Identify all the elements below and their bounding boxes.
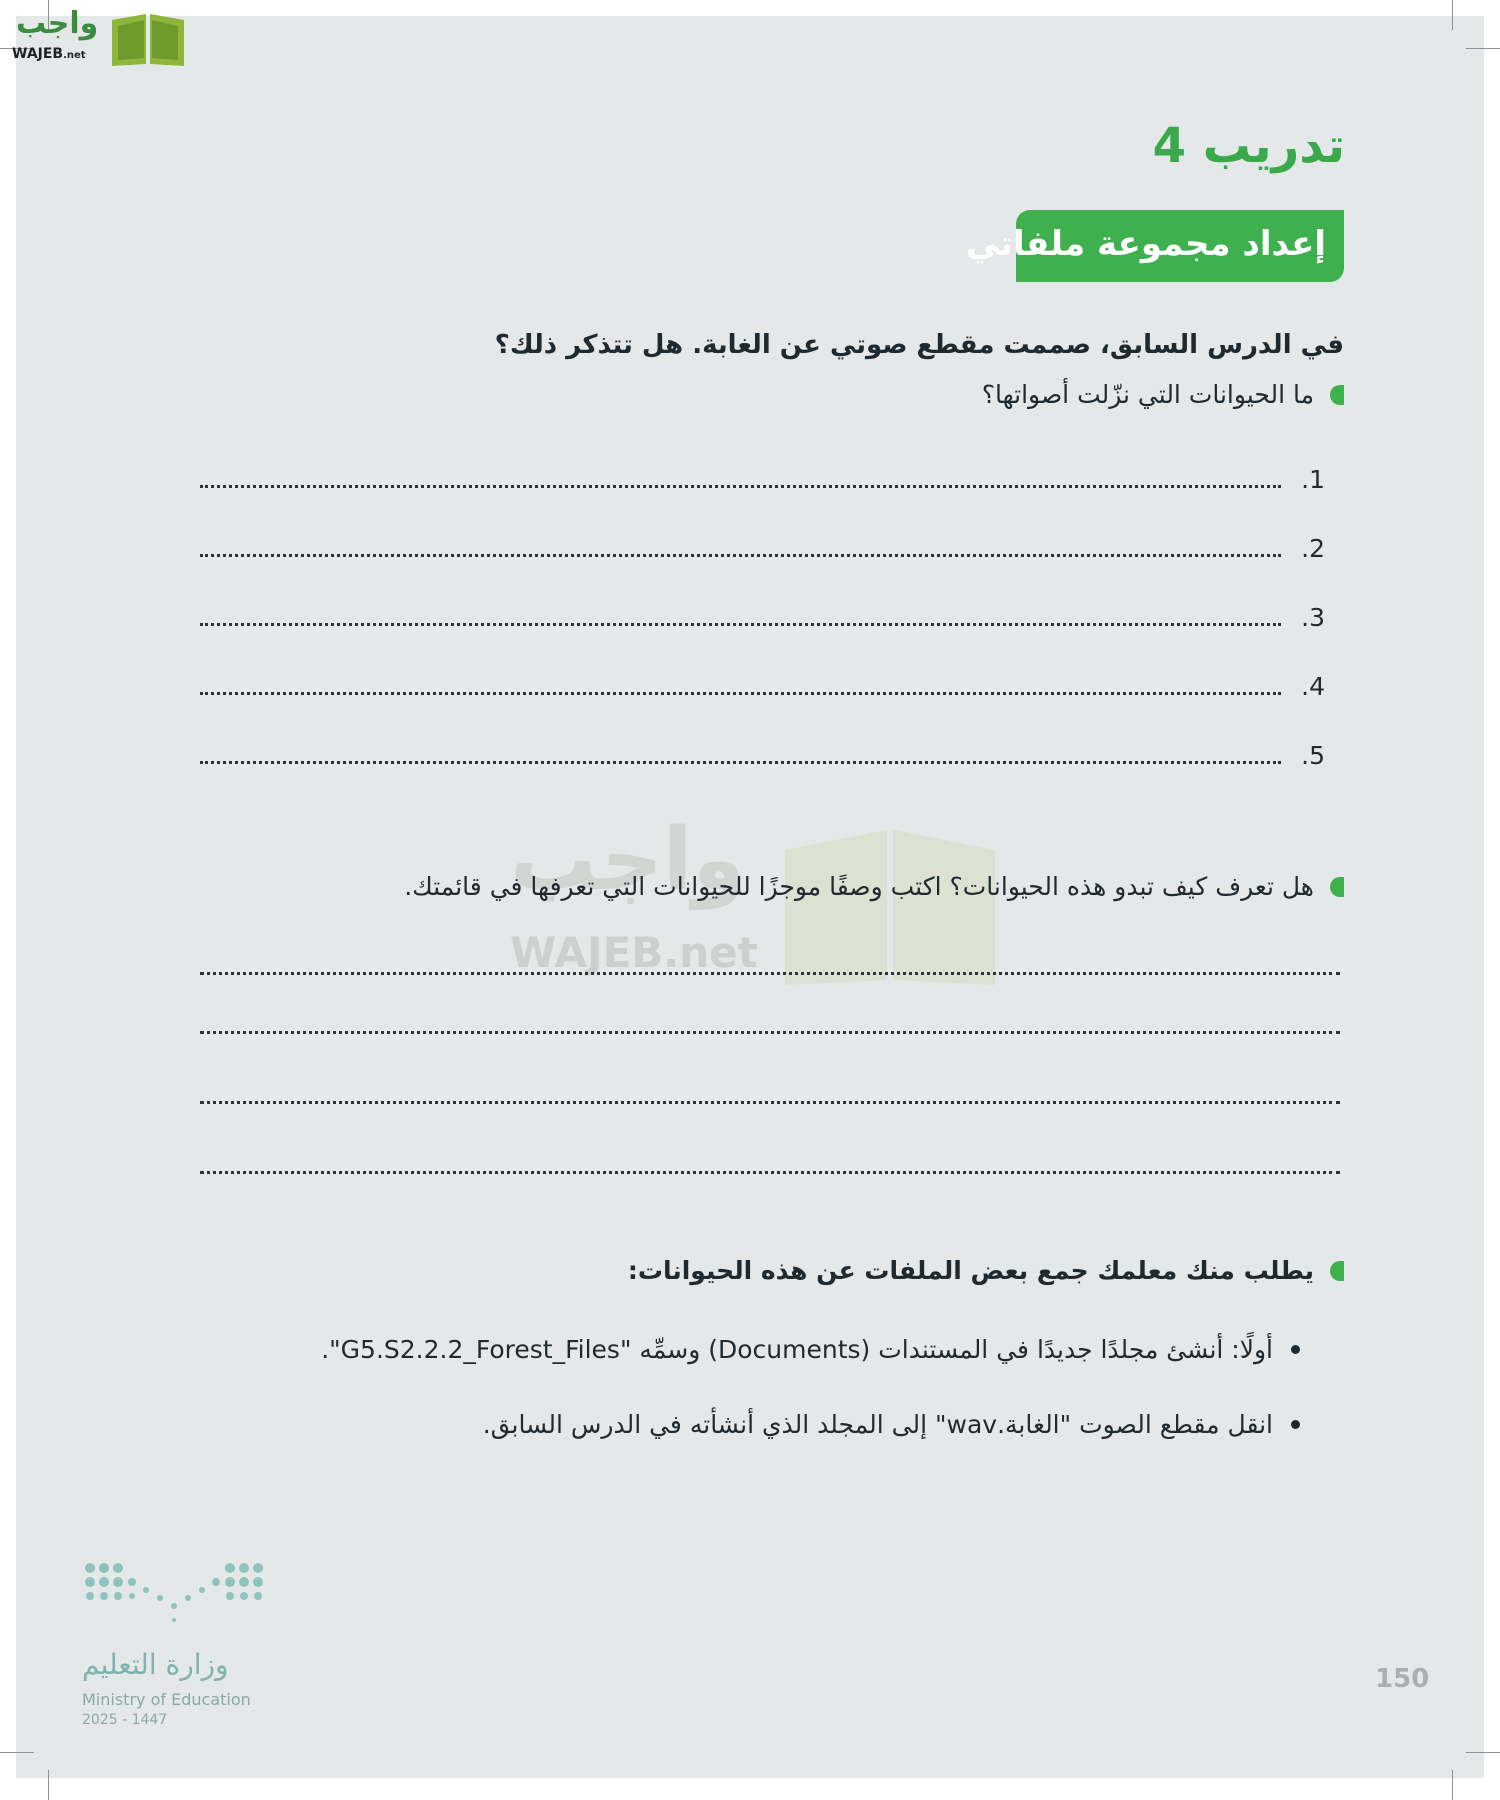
ministry-dots-icon [82,1560,272,1630]
crop-mark [48,1770,49,1800]
description-line[interactable] [200,972,1340,975]
answer-line-1[interactable] [200,460,1325,494]
bullet-dot-icon [1291,1420,1300,1429]
intro-text: في الدرس السابق، صممت مقطع صوتي عن الغابة. هل تتذكر ذلك؟ [494,330,1344,360]
dotted-line [200,485,1281,488]
green-bullet-icon [1330,385,1344,405]
watermark-arabic: واجب [510,810,746,910]
step-text: انقل مقطع الصوت "الغابة.wav" إلى المجلد الذي أنشأته في الدرس السابق. [482,1410,1273,1439]
dotted-line [200,761,1281,764]
answer-line-4[interactable] [200,667,1325,701]
ministry-year: 2025 - 1447 [82,1712,168,1728]
question-1-text: ما الحيوانات التي نزّلت أصواتها؟ [981,380,1314,409]
site-logo-english: WAJEB.net [12,46,86,62]
answer-line-2[interactable] [200,529,1325,563]
step-item [321,1335,1300,1364]
answer-number: 3. [1301,603,1325,632]
green-bullet-icon [1330,877,1344,897]
description-line[interactable] [200,1031,1340,1034]
answer-line-5[interactable] [200,736,1325,770]
question-3 [628,1256,1344,1285]
ministry-name-arabic: وزارة التعليم [82,1648,229,1681]
answer-number: 5. [1301,741,1325,770]
watermark-english: WAJEB.net [510,928,758,977]
site-logo[interactable] [8,6,190,66]
answer-number: 2. [1301,534,1325,563]
section-banner [965,210,1344,282]
section-banner-label: إعداد مجموعة ملفاتي [965,224,1326,264]
dotted-line [200,554,1281,557]
answer-number: 1. [1301,465,1325,494]
dotted-line [200,623,1281,626]
crop-mark [1466,1752,1500,1753]
step-text: أولًا: أنشئ مجلدًا جديدًا في المستندات (Documents) وسمِّه "G5.S2.2.2_Forest_Files". [321,1335,1273,1364]
exercise-title: تدريب 4 [1152,118,1345,174]
site-logo-arabic: واجب [16,6,99,41]
ministry-logo [82,1560,282,1730]
description-line[interactable] [200,1101,1340,1104]
crop-mark [1452,0,1453,30]
answer-line-3[interactable] [200,598,1325,632]
ministry-name-english: Ministry of Education [82,1690,251,1709]
step-item [483,1410,1300,1439]
description-line[interactable] [200,1171,1340,1174]
crop-mark [0,1752,34,1753]
green-bullet-icon [1330,1261,1344,1281]
question-2 [404,872,1344,901]
crop-mark [1452,1770,1453,1800]
answer-number: 4. [1301,672,1325,701]
dotted-line [200,692,1281,695]
question-1 [982,380,1344,409]
book-icon [106,8,190,68]
question-3-text: يطلب منك معلمك جمع بعض الملفات عن هذه الحيوانات: [627,1256,1314,1285]
page-number: 150 [1375,1664,1430,1694]
question-2-text: هل تعرف كيف تبدو هذه الحيوانات؟ اكتب وصفًا موجزًا للحيوانات التي تعرفها في قائمتك. [404,872,1314,901]
crop-mark [1466,48,1500,49]
bullet-dot-icon [1291,1345,1300,1354]
